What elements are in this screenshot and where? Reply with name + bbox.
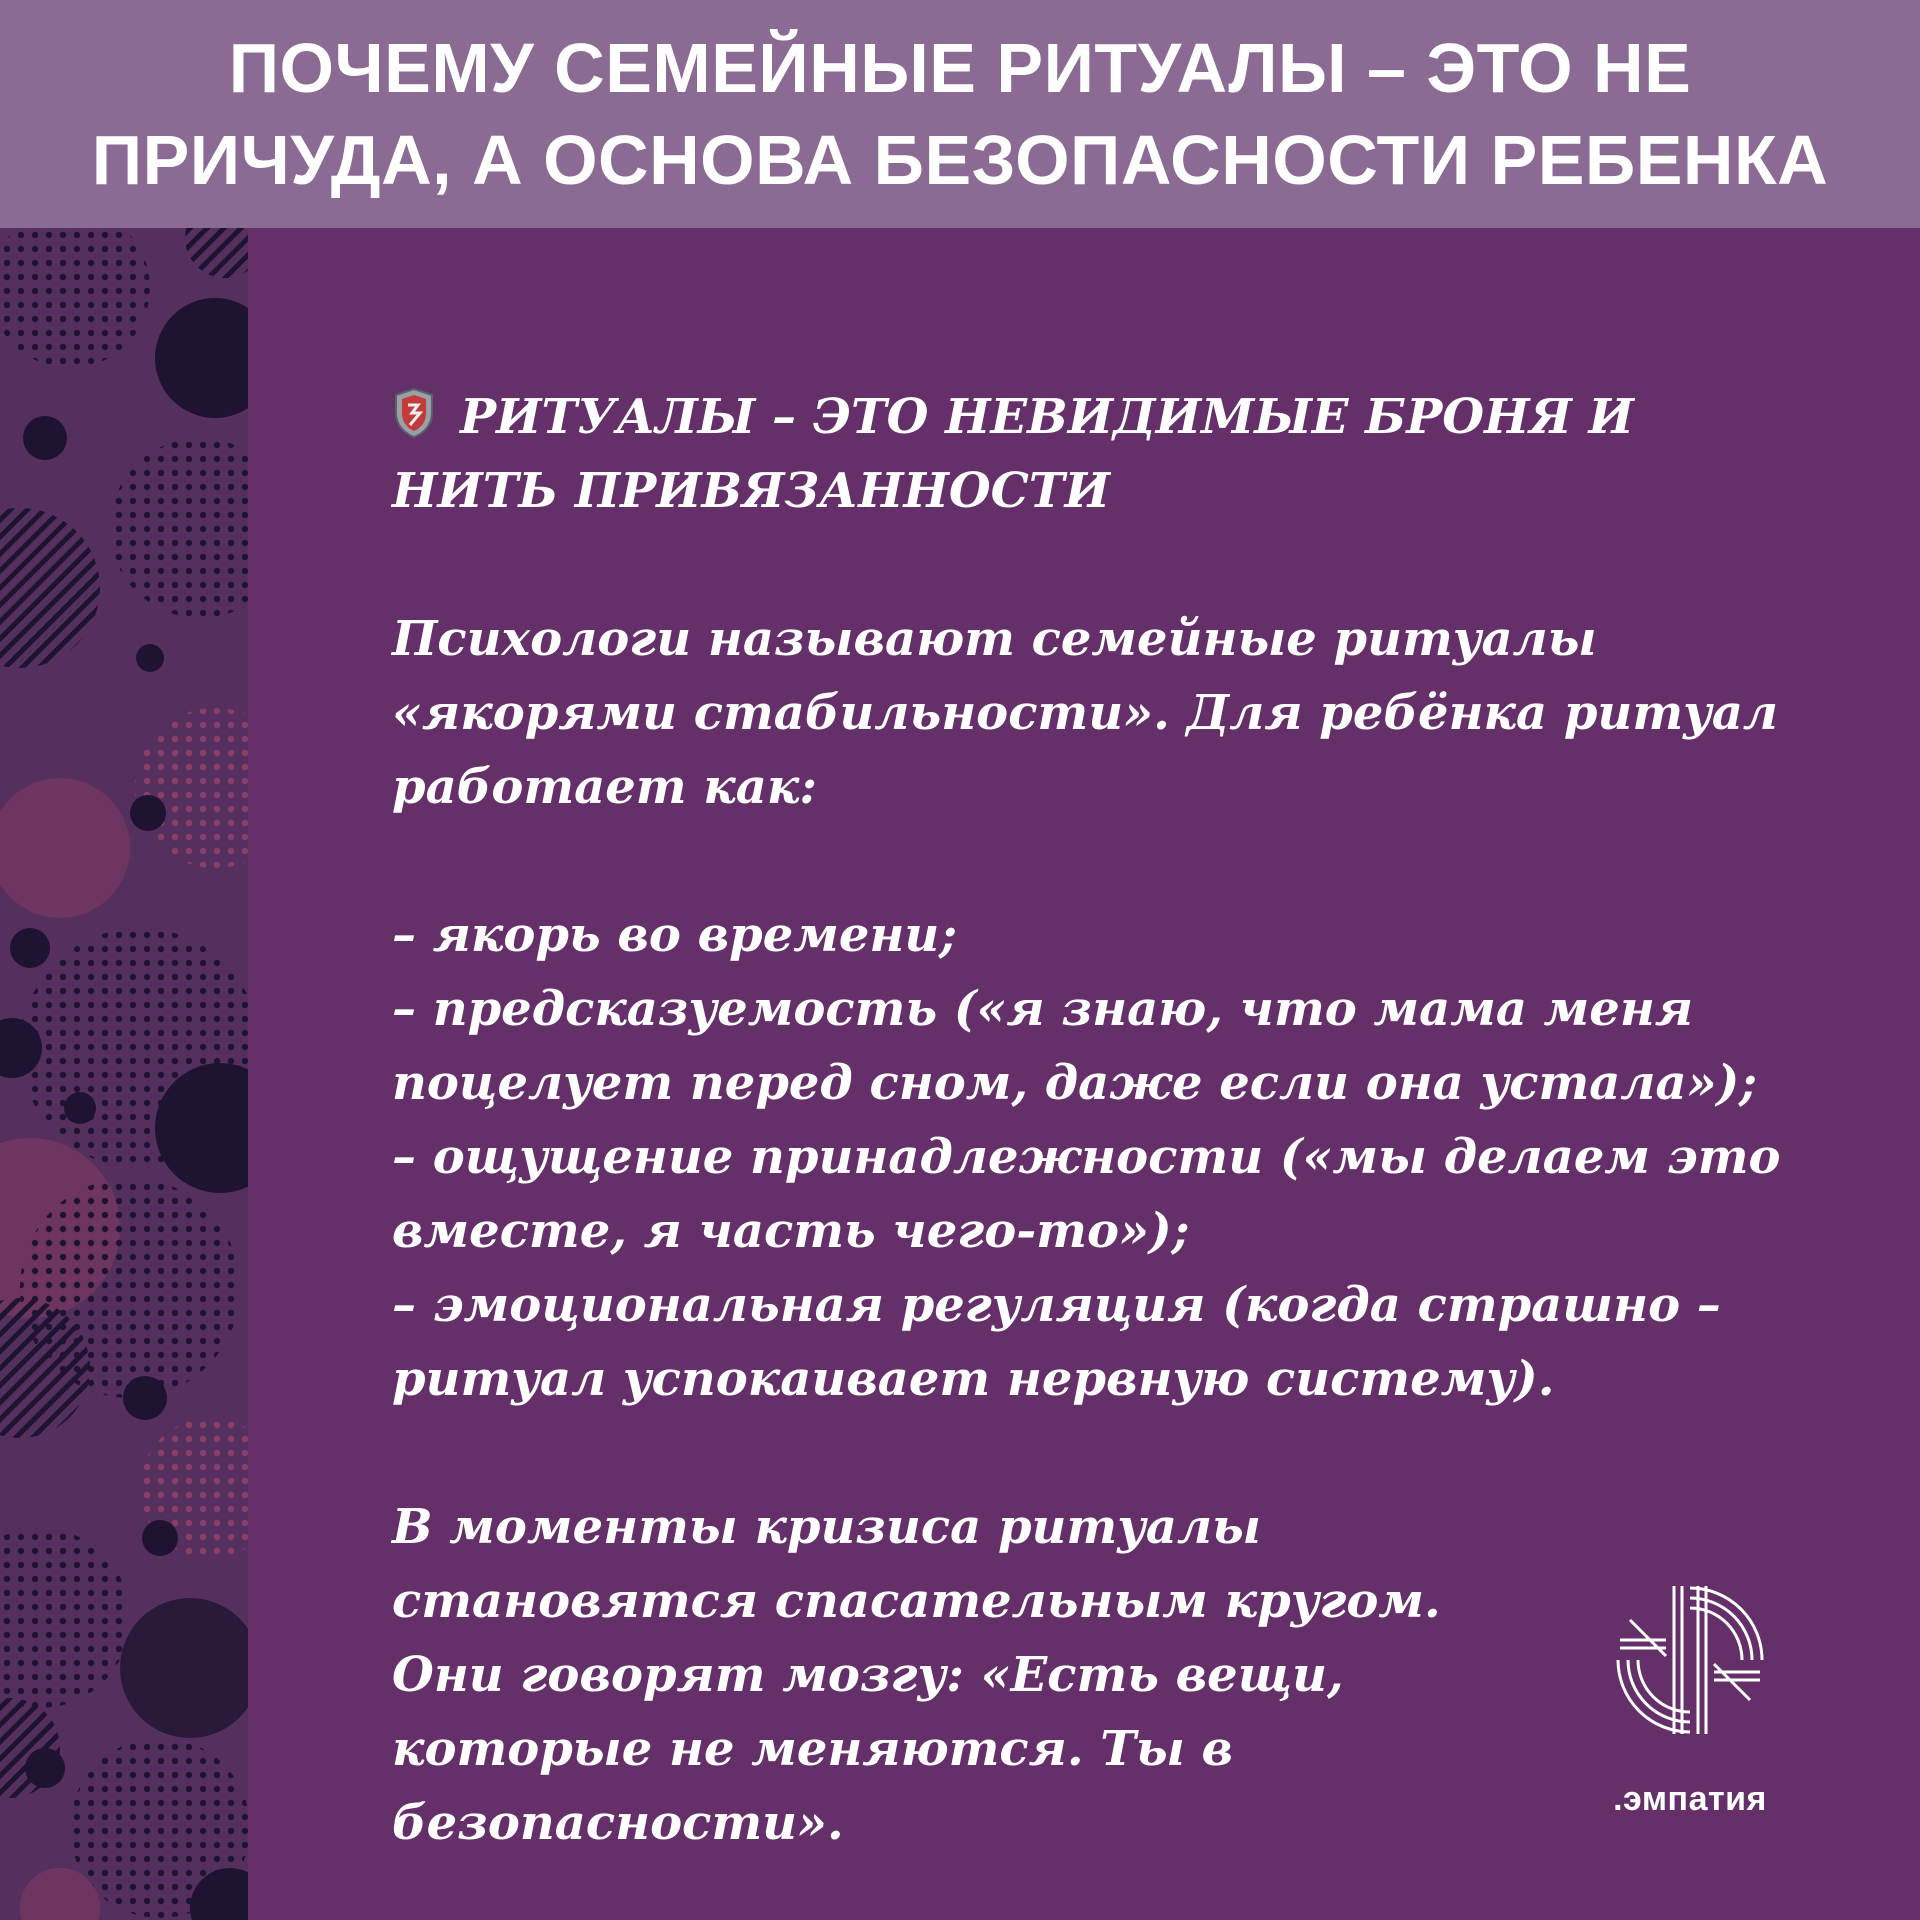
decorative-dot-pattern [0, 228, 248, 1920]
list-item: – эмоциональная регуляция (когда страшно – ритуал успокаивает нервную систему). [392, 1277, 1721, 1407]
header-banner [0, 0, 1920, 228]
list-item: – якорь во времени; [392, 907, 958, 963]
ritual-benefits-list [392, 898, 1812, 1416]
intro-paragraph: Психологи называют семейные ритуалы «якорями стабильности». Для ребёнка ритуал работает как: [392, 611, 1779, 815]
shield-icon [392, 387, 436, 439]
title-line-1: ПОЧЕМУ СЕМЕЙНЫЕ РИТУАЛЫ – ЭТО НЕ [228, 29, 1692, 107]
brand-name: .эмпатия [1613, 1780, 1767, 1818]
closing-paragraph: В моменты кризиса ритуалы становятся спасательным кругом. Они говорят мозгу: «Есть вещи, которые не меняются. Ты в безопасности». [392, 1499, 1441, 1851]
title-line-2: ПРИЧУДА, А ОСНОВА БЕЗОПАСНОСТИ РЕБЕНКА [91, 121, 1829, 199]
section-heading-text: РИТУАЛЫ – ЭТО НЕВИДИМЫЕ БРОНЯ И НИТЬ ПРИВЯЗАННОСТИ [392, 389, 1634, 519]
list-item: – ощущение принадлежности («мы делаем это вместе, я часть чего-то»); [392, 1129, 1781, 1259]
list-item: – предсказуемость («я знаю, что мама меня поцелует перед сном, даже если она устала»); [392, 981, 1758, 1111]
section-heading [392, 380, 1812, 528]
brand-block [1580, 1580, 1800, 1819]
empatia-logo-icon [1610, 1580, 1770, 1740]
spacer [392, 824, 1812, 898]
page-title [92, 22, 1828, 206]
spacer [392, 1416, 1812, 1490]
